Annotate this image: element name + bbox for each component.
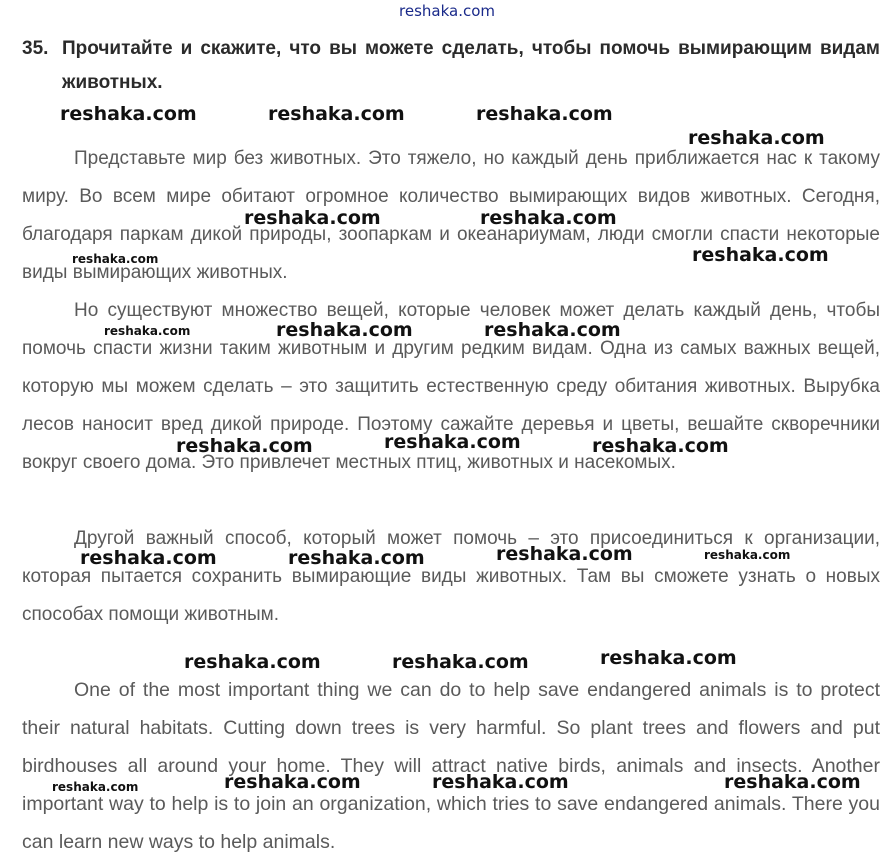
task-heading [22, 32, 880, 100]
watermark: reshaka.com [276, 319, 413, 341]
watermark: reshaka.com [724, 771, 861, 793]
paragraph-ru-2: Но существуют множество вещей, которые человек может делать каждый день, чтобы помочь спасти жизни таким животным и другим редким видам. Одна из самых важных вещей, которую мы можем сделать – это защитить естественную среду обитания животных. Вырубка лесов наносит вред дикой природе. Поэтому сажайте деревья и цветы, вешайте скворечники вокруг своего дома. Это привлечет местных птиц, животных и насекомых. [22, 300, 880, 473]
watermark: reshaka.com [392, 651, 529, 673]
watermark: reshaka.com [476, 103, 613, 125]
watermark: reshaka.com [244, 207, 381, 229]
watermark: reshaka.com [176, 435, 313, 457]
watermark: reshaka.com [384, 431, 521, 453]
watermark: reshaka.com [104, 324, 191, 338]
paragraph-en-translation: One of the most important thing we can do to help save endangered animals is to protect their natural habitats. Cutting down trees is very harmful. So plant trees and flowers and put birdhouses all around your home. They will attract native birds, animals and insects. Another important way to help is to join an organization, which tries to save endangered animals. There you can learn new ways to help animals. [22, 679, 880, 853]
site-watermark-top: reshaka.com [399, 2, 495, 20]
watermark: reshaka.com [268, 103, 405, 125]
watermark: reshaka.com [288, 547, 425, 569]
watermark: reshaka.com [72, 252, 159, 266]
watermark: reshaka.com [484, 319, 621, 341]
watermark: reshaka.com [592, 435, 729, 457]
watermark: reshaka.com [480, 207, 617, 229]
watermark: reshaka.com [60, 103, 197, 125]
watermark: reshaka.com [432, 771, 569, 793]
watermark: reshaka.com [184, 651, 321, 673]
watermark: reshaka.com [692, 244, 829, 266]
watermark: reshaka.com [496, 543, 633, 565]
watermark: reshaka.com [704, 548, 791, 562]
watermark: reshaka.com [600, 647, 737, 669]
watermark: reshaka.com [80, 547, 217, 569]
task-instruction: Прочитайте и скажите, что вы можете сделать, чтобы помочь вымирающим видам животных. [62, 38, 880, 93]
watermark: reshaka.com [52, 780, 139, 794]
paragraph-ru-3: Другой важный способ, который может помочь – это присоединиться к организации, которая пытается сохранить вымирающие виды животных. Там вы сможете узнать о новых способах помощи животным. [22, 528, 880, 625]
task-number: 35. [22, 38, 49, 59]
watermark: reshaka.com [688, 127, 825, 149]
watermark: reshaka.com [224, 771, 361, 793]
paragraph-ru-1: Представьте мир без животных. Это тяжело, но каждый день приближается нас к такому миру. Во всем мире обитают огромное количество вымирающих видов животных. Сегодня, благодаря паркам дикой природы, зоопаркам и океанариумам, люди смогли спасти некоторые виды вымирающих животных. [22, 148, 880, 283]
